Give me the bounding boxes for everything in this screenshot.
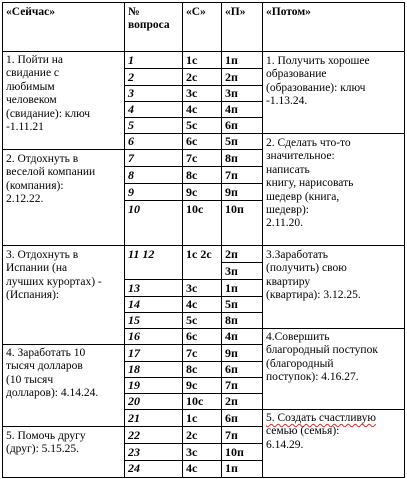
grid-line-later-3: [262, 328, 405, 329]
p-code: 5п: [225, 134, 238, 148]
p-code: 9п: [225, 346, 238, 360]
p-code: 5п: [225, 297, 238, 311]
c-code: 2с: [186, 428, 198, 442]
p-code: 3п: [225, 86, 238, 100]
grid-line-left: [2, 2, 3, 478]
grid-line-now-4: [2, 426, 124, 427]
now-goal-3: 3. Отдохнуть в Испании (на лучших курортах) - (Испания):: [6, 249, 102, 302]
now-goal-5: 5. Помочь другу (друг): 5.15.25.: [6, 430, 86, 456]
question-number: 23: [128, 445, 140, 459]
p-code: 4п: [225, 102, 238, 116]
c-code: 1с: [186, 53, 198, 67]
question-number: 21: [128, 411, 140, 425]
question-number: 11 12: [128, 247, 155, 261]
p-code: 10п: [225, 445, 244, 459]
c-code: 6с: [186, 134, 198, 148]
question-number: 15: [128, 313, 140, 327]
grid-line-bottom: [2, 477, 405, 478]
grid-line-row-1: [124, 68, 262, 69]
later-goal-4: 4.Совершить благородный поступок (благородный поступок): 4.16.27.: [266, 331, 378, 384]
c-code: 10с: [186, 394, 204, 408]
p-code: 2п: [225, 70, 238, 84]
grid-line-later-4: [262, 409, 405, 410]
header-later: «Потом»: [266, 6, 311, 18]
c-code: 4с: [186, 102, 198, 116]
grid-line-col3: [221, 2, 222, 478]
grid-line-row-6: [124, 149, 262, 150]
p-code: 6п: [225, 362, 238, 376]
grid-line-row-20: [124, 409, 262, 410]
question-number: 5: [128, 118, 134, 132]
question-number: 17: [128, 346, 140, 360]
p-code: 1п: [225, 53, 238, 67]
p-code: 4п: [225, 329, 238, 343]
c-code: 4с: [186, 461, 198, 475]
later-goal-2: 2. Сделать что-то значительное: написать книгу, нарисовать шедевр (книга, шедевр): 2.11.20.: [266, 137, 354, 230]
c-code: 6с: [186, 329, 198, 343]
grid-line-row-7: [124, 166, 262, 167]
grid-line-header-bottom: [2, 51, 405, 52]
grid-line-col2: [182, 2, 183, 478]
question-number: 22: [128, 428, 140, 442]
c-code: 7с: [186, 346, 198, 360]
question-number: 3: [128, 86, 134, 100]
c-code: 9с: [186, 185, 198, 199]
now-goal-1: 1. Пойти на свидание с любимым человеком (свидание): ключ -1.11.21: [6, 54, 91, 134]
p-code: 7п: [225, 428, 238, 442]
question-number: 9: [128, 185, 134, 199]
c-code: 7с: [186, 151, 198, 165]
grid-line-right: [404, 2, 405, 478]
p-code: 9п: [225, 185, 238, 199]
grid-line-col1: [124, 2, 125, 478]
c-code: 1с 2с: [186, 247, 212, 261]
now-goal-2: 2. Отдохнуть в веселой компании (компания): 2.12.22.: [6, 153, 96, 206]
header-p: «П»: [225, 6, 246, 18]
header-question-number: [128, 6, 170, 33]
header-c: «С»: [186, 6, 206, 18]
c-code: 3с: [186, 86, 198, 100]
p-code: 6п: [225, 411, 238, 425]
question-number: 8: [128, 168, 134, 182]
question-number: 18: [128, 362, 140, 376]
c-code: 1с: [186, 411, 198, 425]
p-code: 1п: [225, 461, 238, 475]
p-code: 3п: [225, 264, 238, 278]
grid-line-row-10: [124, 245, 262, 246]
grid-line-row-16: [124, 344, 262, 345]
grid-line-row-21: [124, 426, 262, 427]
question-number: 6: [128, 134, 134, 148]
question-number: 4: [128, 102, 134, 116]
grid-line-row-22: [124, 443, 262, 444]
p-code: 1п: [225, 281, 238, 295]
question-number: 13: [128, 281, 140, 295]
c-code: 10с: [186, 202, 204, 216]
p-code: 8п: [225, 313, 238, 327]
p-code: 6п: [225, 118, 238, 132]
grid-line-later-1: [262, 133, 405, 134]
p-code: 10п: [225, 202, 244, 216]
grid-line-row-8: [124, 183, 262, 184]
question-number: 14: [128, 297, 140, 311]
grid-line-now-3: [2, 344, 124, 345]
grid-line-top: [2, 2, 405, 3]
grid-line-row-11: [221, 262, 262, 263]
question-number: 19: [128, 378, 140, 392]
c-code: 4с: [186, 297, 198, 311]
question-number: 10: [128, 202, 140, 216]
question-number: 7: [128, 151, 134, 165]
grid-line-col4: [262, 2, 263, 478]
p-code: 8п: [225, 151, 238, 165]
grid-line-now-2: [2, 245, 124, 246]
header-number-word: вопроса: [128, 19, 170, 32]
header-now: «Сейчас»: [6, 6, 56, 18]
c-code: 3с: [186, 281, 198, 295]
later-goal-3: 3.Заработать (получить) свою квартиру (квартира): 3.12.25.: [266, 249, 361, 302]
question-number: 16: [128, 329, 140, 343]
grid-line-now-1: [2, 149, 124, 150]
p-code: 2п: [225, 247, 238, 261]
later-goal-5: 5. Создать счастливую семью (семья): 6.14.29.: [266, 412, 376, 451]
c-code: 5с: [186, 118, 198, 132]
c-code: 5с: [186, 313, 198, 327]
header-number-sign: №: [128, 6, 140, 18]
c-code: 3с: [186, 445, 198, 459]
question-number: 1: [128, 53, 134, 67]
c-code: 2с: [186, 70, 198, 84]
p-code: 7п: [225, 378, 238, 392]
p-code: 2п: [225, 394, 238, 408]
p-code: 7п: [225, 168, 238, 182]
question-number: 2: [128, 70, 134, 84]
question-number: 20: [128, 394, 140, 408]
c-code: 8с: [186, 362, 198, 376]
c-code: 8с: [186, 168, 198, 182]
c-code: 9с: [186, 378, 198, 392]
now-goal-4: 4. Заработать 10 тысяч долларов (10 тысяч долларов): 4.14.24.: [6, 347, 99, 400]
grid-line-row-9: [124, 200, 262, 201]
later-goal-1: 1. Получить хорошее образование (образование): ключ -1.13.24.: [266, 55, 370, 108]
grid-line-later-2: [262, 245, 405, 246]
question-number: 24: [128, 461, 140, 475]
grid-line-row-12: [124, 279, 262, 280]
